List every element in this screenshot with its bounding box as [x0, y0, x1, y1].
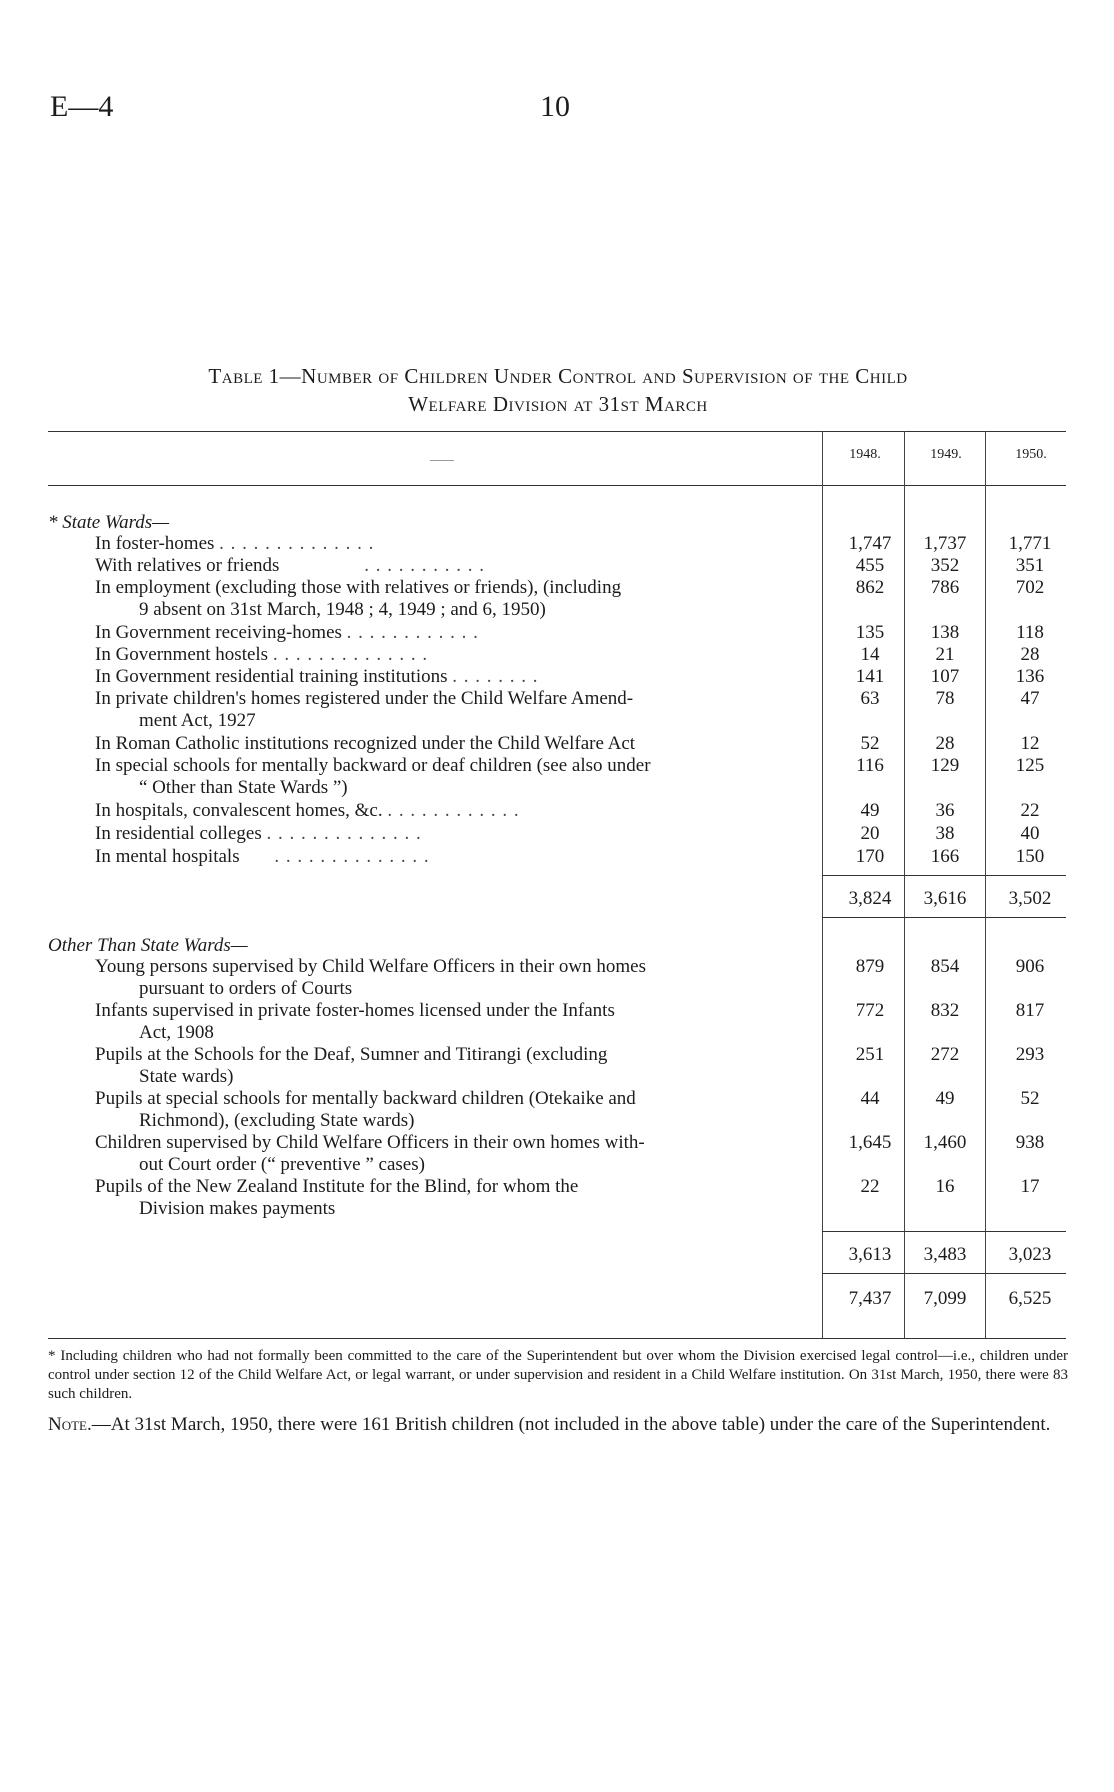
column-header-1949: 1949. [930, 447, 962, 462]
table-row-label: In special schools for mentally backward or deaf children (see also under “ Other than State Wards ”) [95, 755, 651, 798]
other-wards-total-1950: 3,023 [1008, 1244, 1052, 1265]
table-cell: 141 [855, 666, 885, 687]
table-cell: 118 [1016, 622, 1044, 643]
page-number: 10 [540, 90, 570, 123]
table-cell: 78 [935, 688, 955, 709]
table-cell: 20 [860, 823, 880, 844]
table-cell: 52 [1020, 1088, 1040, 1109]
other-wards-heading: Other Than State Wards— [48, 935, 248, 956]
table-cell: 38 [935, 823, 955, 844]
table-row-label: Pupils at special schools for mentally backward children (Otekaike and Richmond), (excluding State wards) [95, 1088, 636, 1131]
table-row-label: Infants supervised in private foster-homes licensed under the Infants Act, 1908 [95, 1000, 615, 1043]
note-paragraph [48, 1412, 1068, 1437]
table-cell: 136 [1015, 666, 1045, 687]
table-row-label: In Government receiving-homes . . . . . . . . . . . . [95, 622, 479, 643]
table-cell: 166 [930, 846, 960, 867]
table-cell: 1,645 [848, 1132, 892, 1153]
table-cell: 36 [935, 800, 955, 821]
table-cell: 138 [930, 622, 960, 643]
table-cell: 40 [1020, 823, 1040, 844]
column-header-1950: 1950. [1015, 447, 1047, 462]
table-cell: 107 [930, 666, 960, 687]
state-wards-total-1949: 3,616 [923, 888, 967, 909]
table-row-label: In Government residential training institutions . . . . . . . . [95, 666, 539, 687]
note-label: Note. [48, 1414, 92, 1435]
grand-total-rule [822, 1273, 1066, 1274]
table-row-label: In foster-homes . . . . . . . . . . . . . . [95, 533, 375, 554]
state-wards-heading: * State Wards— [48, 512, 170, 533]
table-cell: 1,460 [923, 1132, 967, 1153]
footnote: * Including children who had not formally been committed to the care of the Superintendent but over whom the Division exercised legal control—i.e., children under control under section 12 of the Child Welfare Act, or legal warrant, or under supervision and resident in a Child Welfare institution. On 31st March, 1950, there were 83 such children. [48, 1348, 1068, 1402]
table-cell: 135 [855, 622, 885, 643]
table-cell: 702 [1015, 577, 1045, 598]
table-row-label: In Roman Catholic institutions recognized under the Child Welfare Act [95, 733, 636, 754]
table-cell: 28 [935, 733, 955, 754]
table-top-rule [48, 431, 1066, 432]
table-row-label: Young persons supervised by Child Welfare Officers in their own homes pursuant to orders of Courts [95, 956, 646, 999]
grand-total-1950: 6,525 [1008, 1288, 1052, 1309]
state-wards-total-1948: 3,824 [848, 888, 892, 909]
table-bottom-rule [48, 1338, 1066, 1339]
table-cell: 772 [855, 1000, 885, 1021]
note-text: —At 31st March, 1950, there were 161 British children (not included in the above table) under the care of the Superintendent. [91, 1414, 1051, 1435]
table-cell: 16 [935, 1176, 955, 1197]
table-cell: 455 [855, 555, 885, 576]
table-cell: 879 [855, 956, 885, 977]
table-row-label: In private children's homes registered under the Child Welfare Amend- ment Act, 1927 [95, 688, 634, 731]
table-cell: 12 [1020, 733, 1040, 754]
column-divider-1 [822, 431, 823, 1338]
table-row-label: Children supervised by Child Welfare Officers in their own homes with- out Court order (“ preventive ” cases) [95, 1132, 645, 1175]
subtotal-rule [822, 1231, 1066, 1232]
table-cell: 1,771 [1008, 533, 1052, 554]
table-cell: 786 [930, 577, 960, 598]
table-cell: 351 [1015, 555, 1045, 576]
table-row-label: Pupils at the Schools for the Deaf, Sumner and Titirangi (excluding State wards) [95, 1044, 608, 1087]
table-title-line-1: Table 1—Number of Children Under Control and Supervision of the Child [208, 364, 908, 388]
table-cell: 22 [860, 1176, 880, 1197]
table-cell: 116 [856, 755, 884, 776]
subtotal-bottom-rule [822, 917, 1066, 918]
table-cell: 862 [855, 577, 885, 598]
table-cell: 938 [1015, 1132, 1045, 1153]
table-cell: 21 [935, 644, 955, 665]
table-row-label: Pupils of the New Zealand Institute for the Blind, for whom the Division makes payments [95, 1176, 579, 1219]
state-wards-total-1950: 3,502 [1008, 888, 1052, 909]
table-row-label: In hospitals, convalescent homes, &c. . . . . . . . . . . . . [95, 800, 520, 821]
table-cell: 125 [1015, 755, 1045, 776]
table-row-label: In mental hospitals . . . . . . . . . . . . . . [95, 846, 430, 867]
table-cell: 14 [860, 644, 880, 665]
table-cell: 1,747 [848, 533, 892, 554]
table-cell: 28 [1020, 644, 1040, 665]
table-cell: 251 [855, 1044, 885, 1065]
table-cell: 129 [930, 755, 960, 776]
table-cell: 1,737 [923, 533, 967, 554]
table-cell: 47 [1020, 688, 1040, 709]
table-cell: 44 [860, 1088, 880, 1109]
table-cell: 63 [860, 688, 880, 709]
subtotal-rule [822, 875, 1066, 876]
table-title [48, 362, 1068, 418]
table-cell: 52 [860, 733, 880, 754]
table-cell: 49 [935, 1088, 955, 1109]
table-cell: 17 [1020, 1176, 1040, 1197]
table-cell: 352 [930, 555, 960, 576]
table-cell: 906 [1015, 956, 1045, 977]
header-bottom-rule [48, 485, 1066, 486]
table-row-label: In employment (excluding those with relatives or friends), (including 9 absent on 31st March, 1948 ; 4, 1949 ; and 6, 1950) [95, 577, 622, 620]
table-cell: 854 [930, 956, 960, 977]
table-cell: 170 [855, 846, 885, 867]
table-cell: 150 [1015, 846, 1045, 867]
table-cell: 832 [930, 1000, 960, 1021]
table-cell: 817 [1015, 1000, 1045, 1021]
column-header-1948: 1948. [849, 447, 881, 462]
other-wards-total-1949: 3,483 [923, 1244, 967, 1265]
column-divider-3 [985, 431, 986, 1338]
table-cell: 272 [930, 1044, 960, 1065]
table-row-label: In residential colleges . . . . . . . . . . . . . . [95, 823, 422, 844]
document-code: E—4 [50, 90, 114, 123]
table-title-line-2: Welfare Division at 31st March [408, 392, 708, 416]
grand-total-1949: 7,099 [923, 1288, 967, 1309]
column-placeholder: —— [430, 452, 454, 466]
table-row-label: With relatives or friends . . . . . . . . . . . [95, 555, 485, 576]
table-cell: 22 [1020, 800, 1040, 821]
other-wards-total-1948: 3,613 [848, 1244, 892, 1265]
grand-total-1948: 7,437 [848, 1288, 892, 1309]
table-cell: 293 [1015, 1044, 1045, 1065]
table-cell: 49 [860, 800, 880, 821]
table-row-label: In Government hostels . . . . . . . . . . . . . . [95, 644, 429, 665]
